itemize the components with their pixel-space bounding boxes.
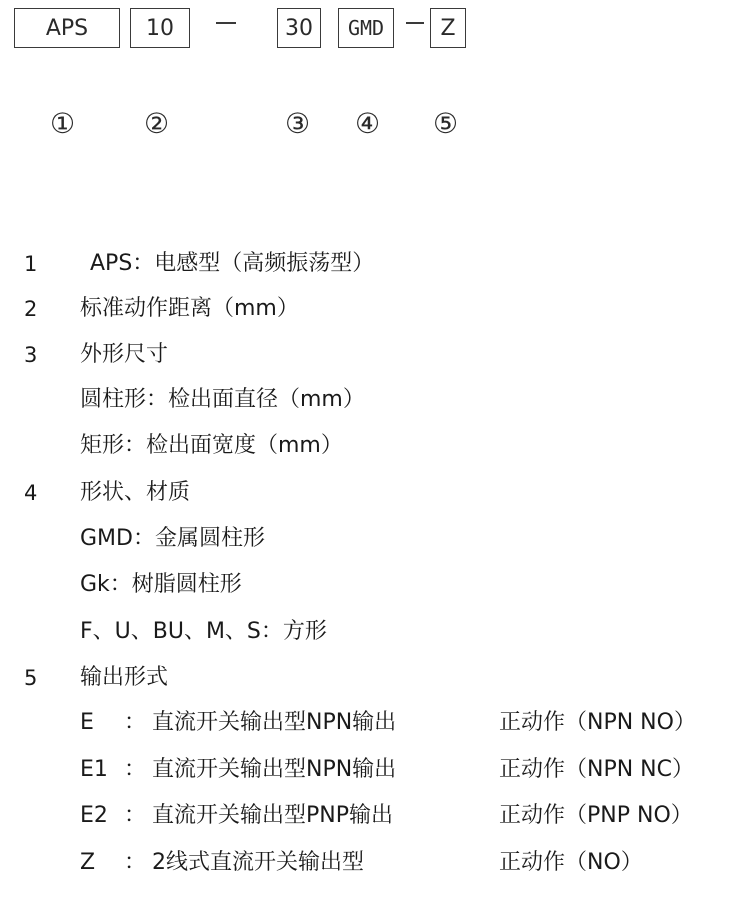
output-e2-code: E2 — [80, 803, 108, 828]
item-label-2: 标准动作距离（mm） — [80, 296, 299, 321]
item-3-sub-rectangle: 矩形：检出面宽度（mm） — [80, 433, 343, 458]
output-e-desc: 直流开关输出型NPN输出 — [152, 710, 397, 735]
output-e1-sep: ： — [124, 757, 147, 782]
output-e1-code: E1 — [80, 757, 108, 782]
output-e-action: 正动作（NPN NO） — [499, 710, 696, 735]
code-box-size-text: 30 — [285, 15, 313, 41]
code-box-distance — [130, 8, 190, 48]
item-label-4: 形状、材质 — [80, 480, 191, 505]
code-box-shape-text: GMD — [347, 16, 385, 40]
item-label-1: APS：电感型（高频振荡型） — [90, 251, 375, 276]
item-label-3: 外形尺寸 — [80, 342, 169, 367]
code-dash-2 — [406, 22, 424, 24]
code-box-aps-text: APS — [45, 15, 89, 41]
output-e2-action: 正动作（PNP NO） — [499, 803, 693, 828]
item-number-5: 5 — [24, 666, 38, 690]
output-e-code: E — [80, 710, 94, 735]
code-box-shape — [338, 8, 394, 48]
item-label-5: 输出形式 — [80, 665, 169, 690]
marker-3: ③ — [285, 107, 311, 140]
marker-4: ④ — [355, 107, 381, 140]
code-box-aps — [14, 8, 120, 48]
output-z-sep: ： — [124, 850, 147, 875]
item-3-sub-cylinder: 圆柱形：检出面直径（mm） — [80, 387, 365, 412]
marker-1: ① — [50, 107, 76, 140]
output-z-action: 正动作（NO） — [499, 850, 643, 875]
output-z-desc: 2线式直流开关输出型 — [152, 850, 364, 875]
output-e-sep: ： — [124, 710, 147, 735]
item-4-sub-square: F、U、BU、M、S：方形 — [80, 619, 327, 644]
item-4-sub-gk: Gk：树脂圆柱形 — [80, 572, 242, 597]
code-box-output-text: Z — [440, 15, 456, 41]
marker-2: ② — [144, 107, 170, 140]
output-e2-sep: ： — [124, 803, 147, 828]
item-number-3: 3 — [24, 343, 38, 367]
item-4-sub-gmd: GMD：金属圆柱形 — [80, 526, 265, 551]
code-box-distance-text: 10 — [146, 15, 174, 41]
item-number-2: 2 — [24, 297, 38, 321]
item-number-4: 4 — [24, 481, 38, 505]
output-e1-action: 正动作（NPN NC） — [499, 757, 694, 782]
code-box-output — [430, 8, 466, 48]
code-dash-1 — [216, 22, 236, 24]
output-e2-desc: 直流开关输出型PNP输出 — [152, 803, 393, 828]
item-number-1: 1 — [24, 252, 38, 276]
code-box-size — [277, 8, 321, 48]
output-z-code: Z — [80, 850, 96, 875]
marker-5: ⑤ — [433, 107, 459, 140]
output-e1-desc: 直流开关输出型NPN输出 — [152, 757, 397, 782]
